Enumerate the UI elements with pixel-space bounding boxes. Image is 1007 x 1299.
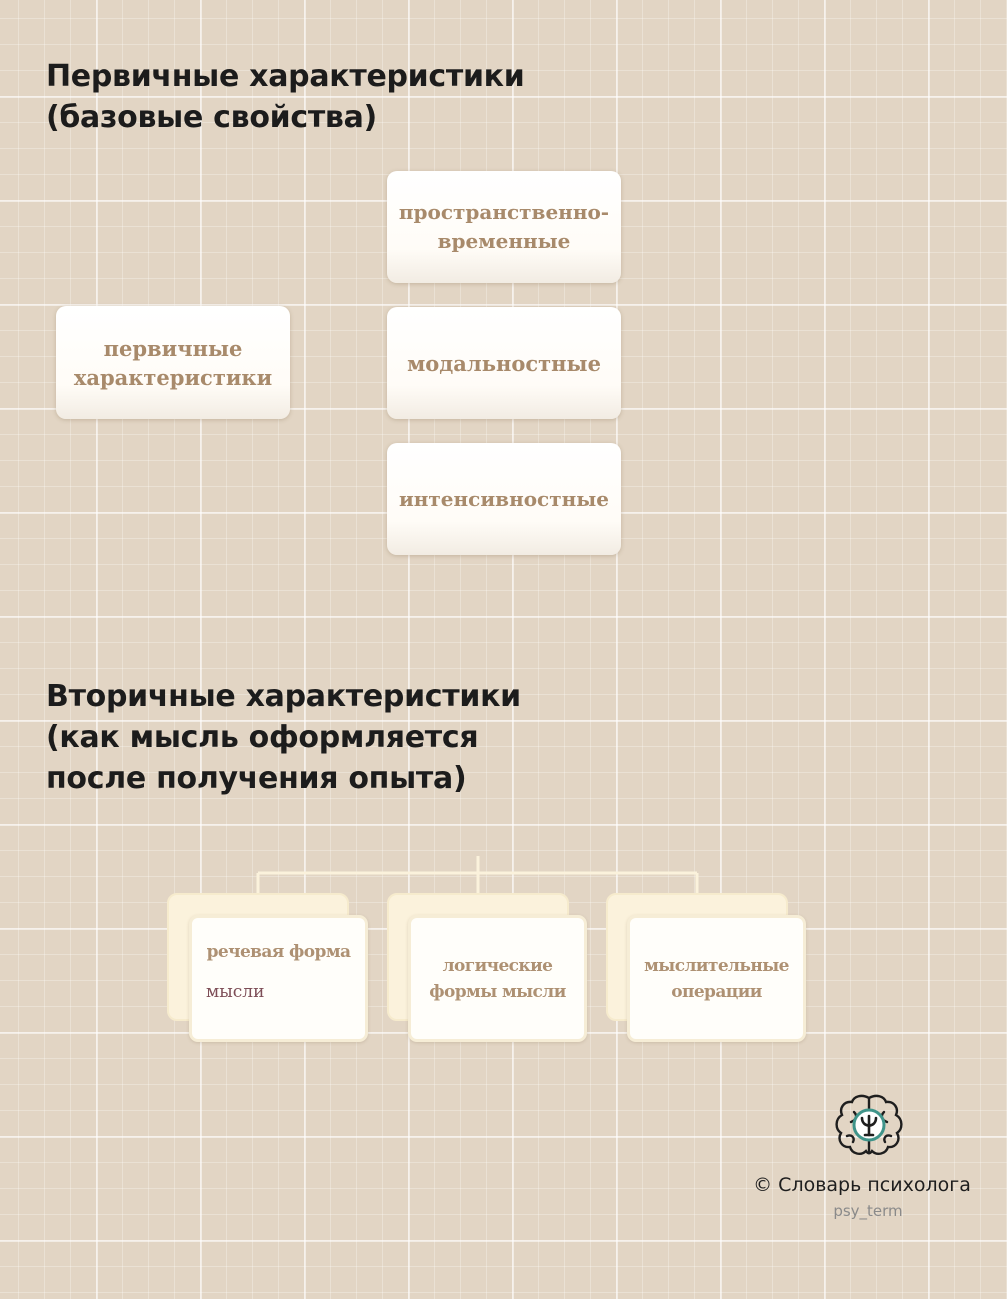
card-label-line: временные <box>437 229 571 253</box>
logical-forms-card <box>408 915 587 1042</box>
primary-heading-line: (базовые свойства) <box>46 100 377 135</box>
card-label-line: пространственно- <box>398 200 610 224</box>
card-label-line: мыслительные <box>644 955 789 976</box>
secondary-heading-line: Вторичные характеристики <box>46 679 521 714</box>
card-label-line: модальностные <box>407 350 601 376</box>
primary-heading-line: Первичные характеристики <box>46 59 525 94</box>
mental-operations-card <box>627 915 806 1042</box>
speech-form-card <box>189 915 368 1042</box>
card-label-line: характеристики <box>73 364 273 390</box>
copyright-caption: © Словарь психолога <box>753 1174 971 1196</box>
card-label-line: первичные <box>103 335 243 361</box>
card-label-line: речевая форма <box>206 941 351 962</box>
secondary-heading-line: (как мысль оформляется <box>46 720 479 755</box>
secondary-heading-line: после получения опыта) <box>46 761 467 796</box>
card-label-line: формы мысли <box>429 981 566 1002</box>
brain-psi-icon <box>832 1092 906 1162</box>
card-label-line: операции <box>671 981 762 1002</box>
handle-caption: psy_term <box>833 1202 903 1220</box>
card-label-line: мысли <box>206 981 265 1002</box>
card-label-line: интенсивностные <box>398 486 610 511</box>
card-label-line: логические <box>442 955 553 976</box>
